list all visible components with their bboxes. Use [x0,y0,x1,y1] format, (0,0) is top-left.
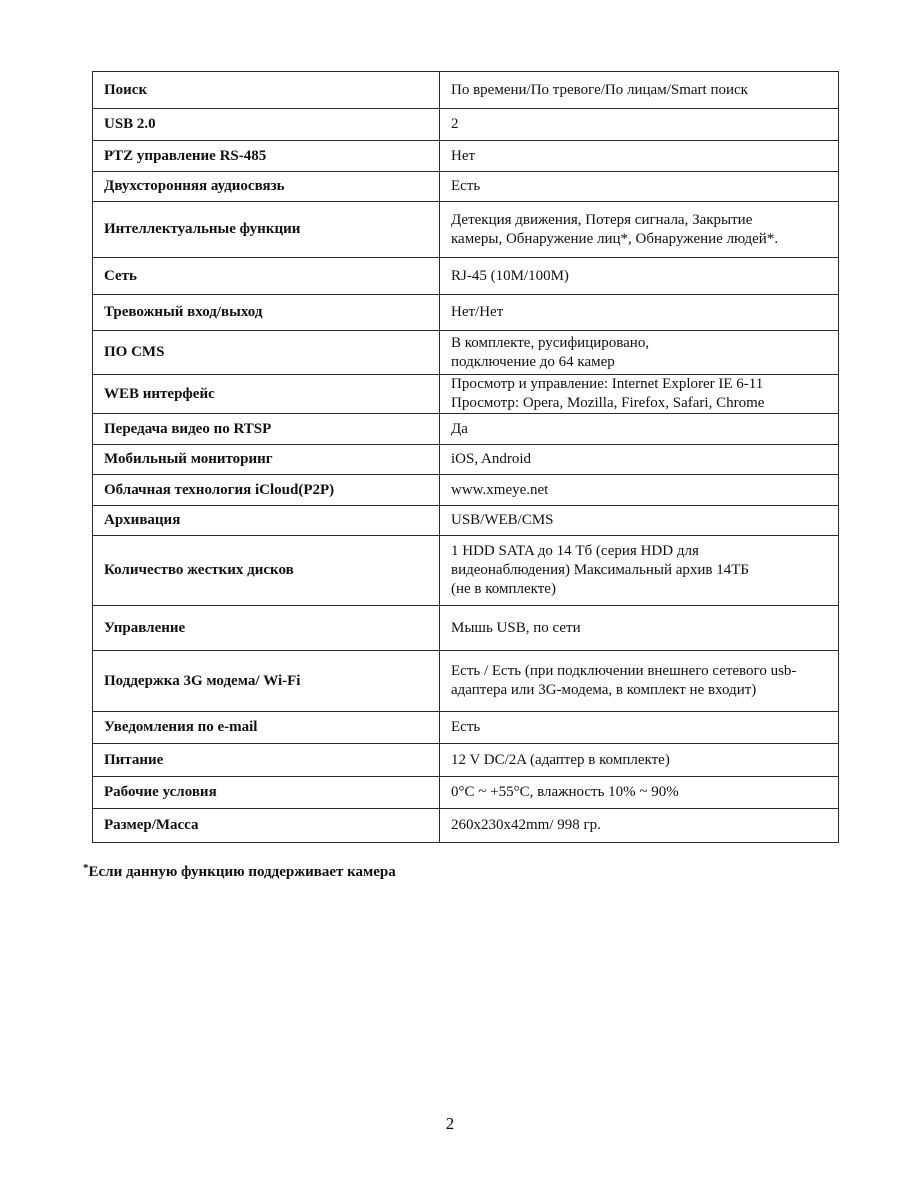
specifications-table-body [93,72,839,843]
spec-value [440,109,839,141]
table-row [93,258,839,295]
footnote-text: Если данную функцию поддерживает камера [88,864,396,880]
spec-value-line: В комплекте, русифицировано, [451,334,650,351]
spec-label: Управление [93,606,440,651]
spec-value-line: 260x230x42mm/ 998 гр. [451,817,601,833]
spec-label: USB 2.0 [93,109,440,141]
spec-value [440,414,839,445]
spec-value-line: Нет [451,147,476,164]
table-row [93,475,839,506]
spec-label: WEB интерфейс [93,375,440,414]
table-row [93,72,839,109]
spec-value-line: адаптера или 3G-модема, в комплект не входит) [451,682,757,698]
spec-label: Облачная технология iCloud(P2P) [93,475,440,506]
table-row [93,109,839,141]
spec-label: Передача видео по RTSP [93,414,440,445]
spec-value-line: 12 V DC/2A (адаптер в комплекте) [451,751,670,768]
table-row [93,606,839,651]
spec-label: Поиск [93,72,440,109]
table-row [93,172,839,202]
spec-label: Тревожный вход/выход [93,295,440,331]
spec-label: Рабочие условия [93,777,440,809]
footnote [83,862,396,881]
footnote-marker: * [83,862,89,874]
spec-label: PTZ управление RS-485 [93,141,440,172]
spec-value [440,712,839,744]
spec-value-line: Нет/Нет [451,304,504,320]
spec-value [440,606,839,651]
spec-label: Размер/Масса [93,809,440,843]
spec-label: Питание [93,744,440,777]
spec-value-line: Есть [451,719,481,735]
spec-value-line: По времени/По тревоге/По лицам/Smart поиск [451,81,748,98]
spec-value-line: видеонаблюдения) Максимальный архив 14ТБ [451,562,750,578]
table-row [93,141,839,172]
spec-label: Интеллектуальные функции [93,202,440,258]
spec-value [440,651,839,712]
spec-value-line: Да [451,420,468,437]
spec-value-line: 0°C ~ +55°C, влажность 10% ~ 90% [451,784,679,800]
spec-value [440,258,839,295]
spec-value [440,809,839,843]
spec-label: Количество жестких дисков [93,536,440,606]
spec-value-line: (не в комплекте) [451,581,556,597]
spec-value-line: 2 [451,116,459,132]
spec-value [440,72,839,109]
spec-value [440,445,839,475]
spec-label: Двухсторонняя аудиосвязь [93,172,440,202]
table-row [93,445,839,475]
table-row [93,712,839,744]
spec-value-line: Детекция движения, Потеря сигнала, Закрытие [451,211,753,228]
spec-label: ПО CMS [93,331,440,375]
spec-value-line: Есть [451,178,481,194]
spec-value [440,777,839,809]
spec-value-line: www.xmeye.net [451,481,549,498]
table-row [93,202,839,258]
table-row [93,295,839,331]
table-row [93,536,839,606]
spec-label: Архивация [93,506,440,536]
spec-value-line: USB/WEB/CMS [451,512,554,528]
spec-value [440,375,839,414]
spec-label: Сеть [93,258,440,295]
table-row [93,375,839,414]
page-number: 2 [445,1114,455,1133]
spec-value-line: iOS, Android [451,451,532,467]
spec-label: Мобильный мониторинг [93,445,440,475]
spec-value [440,202,839,258]
table-row [93,331,839,375]
table-row [93,414,839,445]
table-row [93,651,839,712]
spec-value-line: Просмотр и управление: Internet Explorer IE 6-11 [451,376,764,392]
spec-value-line: RJ-45 (10M/100M) [451,267,569,284]
table-row [93,506,839,536]
table-row [93,744,839,777]
spec-value-line: подключение до 64 камер [451,353,615,370]
spec-value [440,475,839,506]
spec-label: Уведомления по e-mail [93,712,440,744]
spec-value [440,536,839,606]
spec-value [440,744,839,777]
spec-value-line: Мышь USB, по сети [451,619,581,636]
specifications-table [92,71,839,843]
spec-value [440,295,839,331]
spec-value-line: камеры, Обнаружение лиц*, Обнаружение людей*. [451,230,779,247]
spec-value [440,331,839,375]
spec-value-line: 1 HDD SATA до 14 Тб (серия HDD для [451,543,699,559]
spec-label: Поддержка 3G модема/ Wi-Fi [93,651,440,712]
table-row [93,809,839,843]
table-row [93,777,839,809]
spec-value [440,506,839,536]
spec-value [440,172,839,202]
spec-value-line: Просмотр: Opera, Mozilla, Firefox, Safari, Chrome [451,395,765,411]
spec-value-line: Есть / Есть (при подключении внешнего сетевого usb- [451,663,797,679]
spec-value [440,141,839,172]
